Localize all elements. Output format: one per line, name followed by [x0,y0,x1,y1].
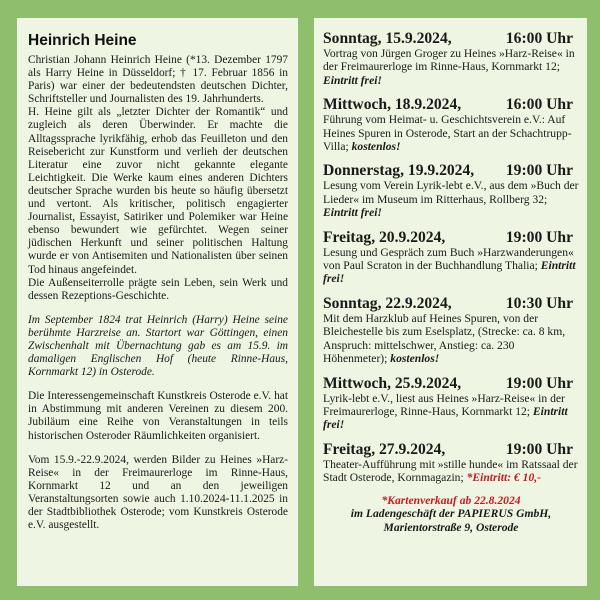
ticket-sale-date: *Kartenverkauf ab 22.8.2024 [381,493,521,507]
event-note: Eintritt frei! [323,206,382,220]
events-panel [314,18,587,586]
event-item [323,30,579,87]
event-heading [323,441,579,458]
event-item [323,375,579,432]
event-description [323,312,579,366]
event-description [323,179,579,219]
romantik-paragraph: H. Heine gilt als „letzter Dichter der Romantik“ und zugleich als deren Überwinder. Er machte die Alltagssprache lyrikfähig, erhob das Feuilleton und den Reisebericht zur Kunstform und verlieh der deutschen Literatur eine zuvor nicht gekannte elegante Leichtigkeit. Die Werke kaum eines anderen Dichters deutscher Sprache wurden bis heute so häufig übersetzt und vertont. Als kritischer, politisch engagierter Journalist, Essayist, Satiriker und Polemiker war Heine ebenso bewundert wie gefürchtet. Wegen seiner jüdischen Herkunft und seiner politischen Haltung wurde er von Antisemiten und Nationalisten über seinen Tod hinaus angefeindet. [28,106,288,276]
event-item [323,295,579,366]
event-date: Donnerstag, 19.9.2024, [323,162,475,180]
intro-paragraph: Christian Johann Heinrich Heine (*13. Dezember 1797 als Harry Heine in Düsseldorf; † 17. Februar 1856 in Paris) war einer der bedeutendsten deutschen Dichter, Schriftsteller und Journalisten des 19. Jahrhunderts. [28,54,288,106]
outsider-paragraph: Die Außenseiterrolle prägte sein Leben, sein Werk und dessen Rezeptions-Geschichte. [28,276,288,302]
event-text: Theater-Aufführung mit »stille hunde« im Ratssaal der Stadt Osterode, Kornmagazin; [323,457,578,485]
event-heading [323,229,579,246]
event-time: 19:00 Uhr [505,228,573,246]
event-date: Freitag, 27.9.2024, [323,440,446,458]
event-time: 19:00 Uhr [505,440,573,458]
event-time: 16:00 Uhr [505,30,573,47]
event-date: Mittwoch, 25.9.2024, [323,374,462,392]
event-note: kostenlos! [390,352,440,366]
kunstkreis-paragraph: Die Interessengemeinschaft Kunstkreis Osterode e.V. hat in Abstimmung mit anderen Vereinen zu diesem 200. Jubiläum eine Reihe von Veranstaltungen in teils historischen Osteroder Räumlichkeiten organisiert. [28,390,288,442]
event-note: Eintritt frei! [323,404,568,432]
event-text: Lesung vom Verein Lyrik-lebt e.V., aus dem »Buch der Lieder« im Museum im Ritterhaus, Rollberg 32; [323,179,579,206]
event-item [323,229,579,286]
ticket-sale-shop: im Ladengeschäft der PAPIERUS GmbH, [350,507,552,521]
exhibition-paragraph: Vom 15.9.-22.9.2024, werden Bilder zu Heines »Harz-Reise« in der Freimaurerloge im Rinne-Haus, Kornmarkt 12 und an den jeweiligen Veranstaltungsorten sowie auch 1.10.2024-11.1.2025 in der Stadtbibliothek Osterode; vom Kunstkreis Osterode e.V. ausgestellt. [28,453,288,532]
event-date: Freitag, 20.9.2024, [323,228,446,246]
panel-title: Heinrich Heine [28,32,137,49]
event-item [323,162,579,219]
harzreise-paragraph: Im September 1824 trat Heinrich (Harry) Heine seine berühmte Harzreise an. Startort war Göttingen, einen Zwischenhalt mit Übernachtung gab es am 15.9. im damaligen Englischen Hof (heute Rinne-Haus, Kornmarkt 12) in Osterode. [28,313,288,379]
event-price-note: *Eintritt: € 10,- [466,471,542,485]
event-note: Eintritt frei! [323,259,576,286]
event-item [323,441,579,485]
event-heading [323,162,579,179]
ticket-sale-note [323,494,579,535]
event-date: Sonntag, 15.9.2024, [323,30,452,47]
event-date: Sonntag, 22.9.2024, [323,294,452,312]
event-text: Mit dem Harzklub auf Heines Spuren, von der Bleichestelle bis zum Eselsplatz, (Strecke: ca. 8 km, Anspruch: mittelschwer, Anstieg: ca. 230 Höhenmeter); [323,311,566,366]
event-text: Vortrag von Jürgen Groger zu Heines »Harz-Reise« in der Freimaurerloge im Rinne-Haus, Kornmarkt 12; [323,47,575,74]
event-note: kostenlos! [351,140,401,154]
event-heading [323,375,579,392]
event-note: Eintritt frei! [323,73,382,87]
info-panel [17,18,298,586]
event-date: Mittwoch, 18.9.2024, [323,96,462,114]
ticket-sale-address: Marientorstraße 9, Osterode [383,520,519,534]
event-text: Lesung und Gespräch zum Buch »Harzwanderungen« von Paul Scraton in der Buchhandlung Thalia; [323,245,574,273]
event-heading [323,96,579,113]
event-description [323,392,579,432]
event-description [323,113,579,153]
event-item [323,96,579,153]
event-time: 10:30 Uhr [505,294,573,312]
event-heading [323,30,579,47]
event-time: 19:00 Uhr [505,374,573,392]
event-time: 16:00 Uhr [505,96,573,114]
event-text: Lyrik-lebt e.V., liest aus Heines »Harz-Reise« in der Freimaurerloge, Rinne-Haus, Kornmarkt 12; [323,391,565,418]
event-time: 19:00 Uhr [505,162,573,180]
event-description [323,246,579,286]
event-text: Führung vom Heimat- u. Geschichtsverein e.V.: Auf Heines Spuren in Osterode, Start an der Schachtrupp-Villa; [323,113,572,154]
event-description [323,458,579,485]
event-heading [323,295,579,312]
event-description [323,47,579,87]
